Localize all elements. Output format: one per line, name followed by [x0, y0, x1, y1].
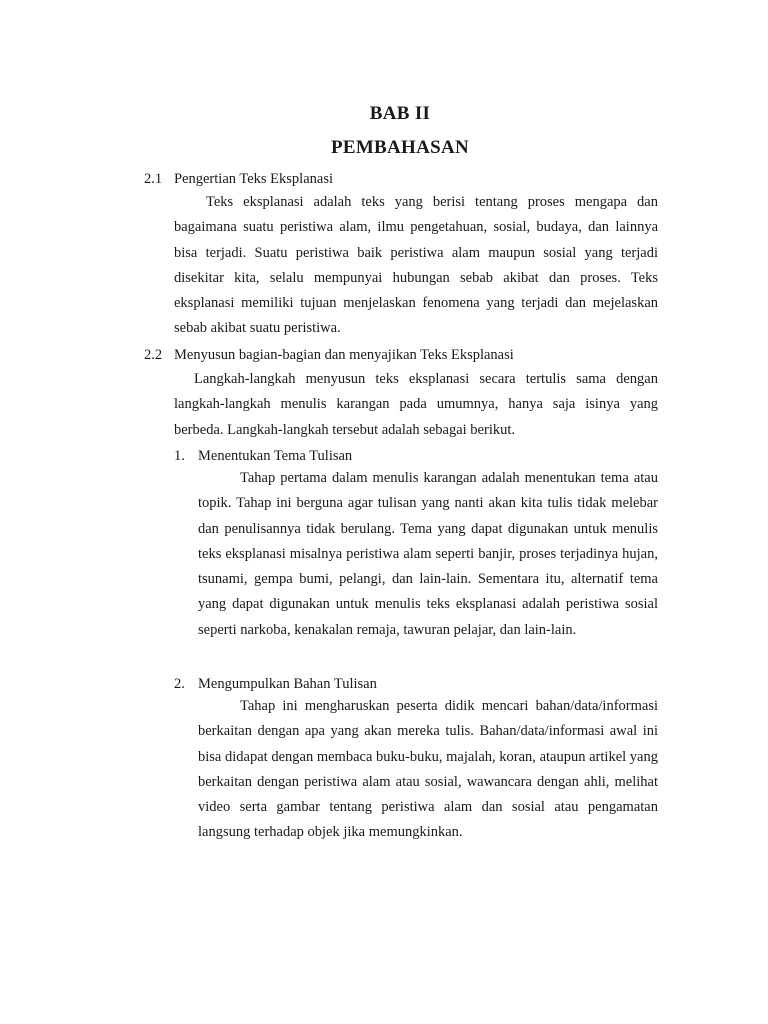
list-item-title: Menentukan Tema Tulisan [198, 448, 353, 464]
list-item-number: 2. [174, 676, 185, 692]
section-heading-2-1 [144, 171, 333, 188]
section-heading-2-2 [144, 347, 514, 364]
section-number: 2.2 [144, 347, 163, 363]
list-item-paragraph-2: Tahap ini mengharuskan peserta didik mencari bahan/data/informasi berkaitan dengan apa yang akan mereka tulis. Bahan/data/informasi awal ini bisa didapat dengan membaca buku-buku, majalah, koran, ataupun artikel yang berkaitan dengan peristiwa alam atau sosial, wawancara dengan ahli, melihat video serta gambar tentang peristiwa alam dan sosial atau pengamatan langsung terhadap objek jika memungkinkan. [198, 698, 658, 841]
list-item-heading-2 [174, 676, 377, 693]
section-paragraph-2-1: Teks eksplanasi adalah teks yang berisi tentang proses mengapa dan bagaimana suatu peristiwa alam, ilmu pengetahuan, sosial, budaya, dan lainnya bisa terjadi. Suatu peristiwa baik peristiwa alam maupun sosial yang terjadi disekitar kita, selalu mempunyai hubungan sebab akibat dan proses. Teks eksplanasi memiliki tujuan menjelaskan fenomena yang terjadi dan mejelaskan sebab akibat suatu peristiwa. [174, 194, 658, 337]
chapter-number: BAB II [369, 103, 431, 124]
section-title: Menyusun bagian-bagian dan menyajikan Teks Eksplanasi [174, 347, 514, 363]
chapter-title: PEMBAHASAN [330, 137, 470, 158]
list-item-title: Mengumpulkan Bahan Tulisan [198, 676, 377, 692]
list-item-heading-1 [174, 448, 352, 465]
section-number: 2.1 [144, 171, 163, 187]
section-title: Pengertian Teks Eksplanasi [174, 171, 333, 187]
list-item-paragraph-1: Tahap pertama dalam menulis karangan adalah menentukan tema atau topik. Tahap ini berguna agar tulisan yang nanti akan kita tulis tidak melebar dan penulisannya tidak berulang. Tema yang dapat digunakan untuk menulis teks eksplanasi misalnya peristiwa alam seperti banjir, proses terjadinya hujan, tsunami, gempa bumi, pelangi, dan lain-lain. Sementara itu, alternatif tema yang dapat digunakan untuk menulis teks eksplanasi adalah peristiwa sosial seperti narkoba, kenakalan remaja, tawuran pelajar, dan lain-lain. [198, 470, 658, 638]
section-paragraph-2-2: Langkah-langkah menyusun teks eksplanasi secara tertulis sama dengan langkah-langkah menulis karangan pada umumnya, hanya saja isinya yang berbeda. Langkah-langkah tersebut adalah sebagai berikut. [174, 371, 658, 438]
list-item-number: 1. [174, 448, 185, 464]
